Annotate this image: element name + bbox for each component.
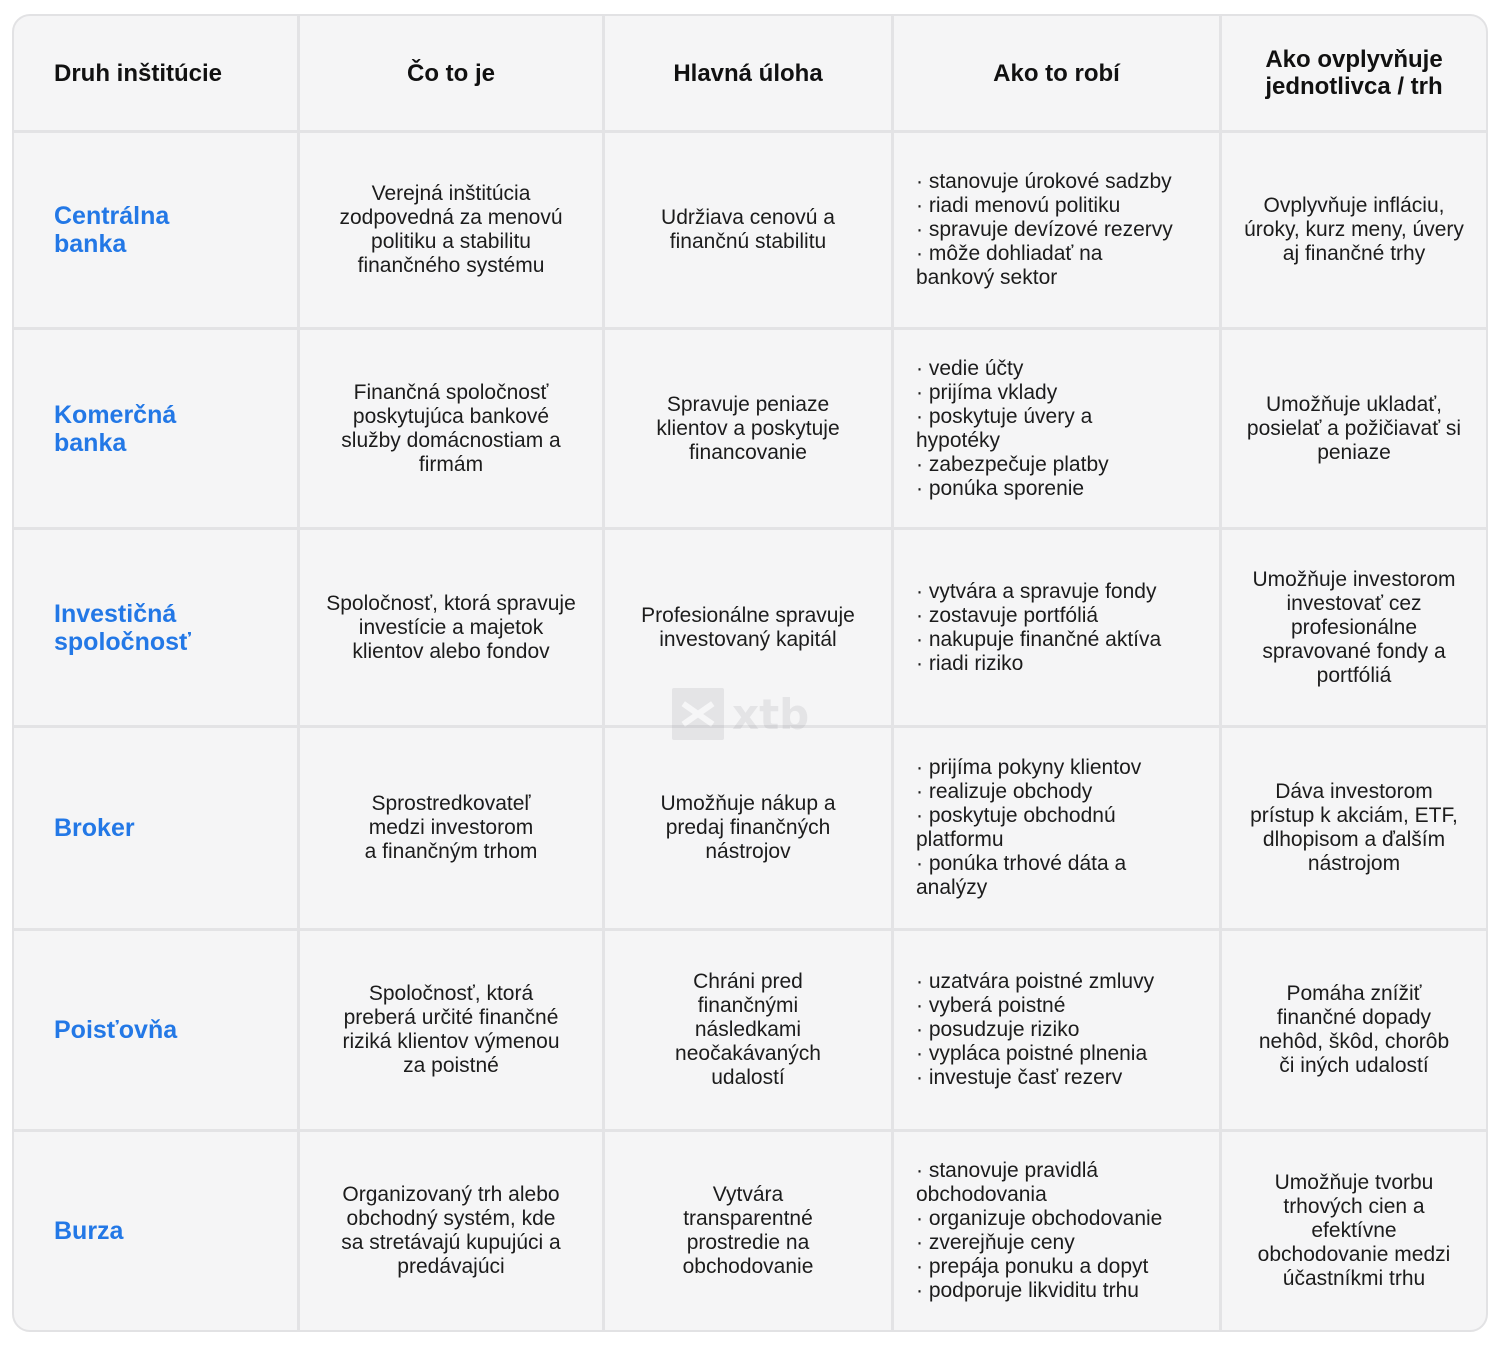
- activity-item: · poskytuje úvery a hypotéky: [916, 405, 1109, 453]
- description-cell: Spoločnosť, ktorá spravuje investície a majetok klientov alebo fondov: [300, 530, 605, 728]
- header-main-role: Hlavná úloha: [605, 16, 894, 133]
- impact-cell: Ovplyvňuje infláciu, úroky, kurz meny, úvery aj finančné trhy: [1222, 133, 1486, 330]
- main-role-cell: Profesionálne spravuje investovaný kapitál: [605, 530, 894, 728]
- activity-item: · stanovuje pravidlá obchodovania: [916, 1159, 1162, 1207]
- activity-item: · ponúka sporenie: [916, 477, 1109, 501]
- activities-list: [916, 970, 1154, 1090]
- comparison-table: [14, 16, 1486, 1330]
- institution-name: Investičná spoločnosť: [14, 530, 300, 728]
- activity-item: · prijíma pokyny klientov: [916, 756, 1141, 780]
- institution-name: Burza: [14, 1132, 300, 1330]
- main-role-cell: Chráni pred finančnými následkami neočakávaných udalostí: [605, 931, 894, 1132]
- main-role-cell: Umožňuje nákup a predaj finančných nástrojov: [605, 728, 894, 931]
- activities-cell: [894, 530, 1222, 728]
- description-cell: Finančná spoločnosť poskytujúca bankové služby domácnostiam a firmám: [300, 330, 605, 530]
- institution-name: Broker: [14, 728, 300, 931]
- activity-item: · zverejňuje ceny: [916, 1231, 1162, 1255]
- activity-item: · prepája ponuku a dopyt: [916, 1255, 1162, 1279]
- activity-item: · podporuje likviditu trhu: [916, 1279, 1162, 1303]
- description-cell: Organizovaný trh alebo obchodný systém, kde sa stretávajú kupujúci a predávajúci: [300, 1132, 605, 1330]
- header-impact: Ako ovplyvňuje jednotlivca / trh: [1222, 16, 1486, 133]
- institution-name: Poisťovňa: [14, 931, 300, 1132]
- activity-item: · riadi menovú politiku: [916, 194, 1173, 218]
- main-role-cell: Vytvára transparentné prostredie na obchodovanie: [605, 1132, 894, 1330]
- activities-cell: [894, 728, 1222, 931]
- description-cell: Sprostredkovateľ medzi investorom a finančným trhom: [300, 728, 605, 931]
- main-role-cell: Spravuje peniaze klientov a poskytuje financovanie: [605, 330, 894, 530]
- activity-item: · vypláca poistné plnenia: [916, 1042, 1154, 1066]
- impact-cell: Dáva investorom prístup k akciám, ETF, dlhopisom a ďalším nástrojom: [1222, 728, 1486, 931]
- activities-cell: [894, 1132, 1222, 1330]
- activities-cell: [894, 931, 1222, 1132]
- activity-item: · organizuje obchodovanie: [916, 1207, 1162, 1231]
- activities-cell: [894, 330, 1222, 530]
- activities-list: [916, 580, 1161, 676]
- activity-item: · spravuje devízové rezervy: [916, 218, 1173, 242]
- activity-item: · posudzuje riziko: [916, 1018, 1154, 1042]
- description-cell: Verejná inštitúcia zodpovedná za menovú politiku a stabilitu finančného systému: [300, 133, 605, 330]
- activities-list: [916, 1159, 1162, 1303]
- activity-item: · poskytuje obchodnú platformu: [916, 804, 1141, 852]
- activity-item: · zostavuje portfóliá: [916, 604, 1161, 628]
- impact-cell: Pomáha znížiť finančné dopady nehôd, škôd, chorôb či iných udalostí: [1222, 931, 1486, 1132]
- activity-item: · vedie účty: [916, 357, 1109, 381]
- activities-list: [916, 756, 1141, 900]
- activity-item: · investuje časť rezerv: [916, 1066, 1154, 1090]
- activities-cell: [894, 133, 1222, 330]
- header-what-it-is: Čo to je: [300, 16, 605, 133]
- activity-item: · zabezpečuje platby: [916, 453, 1109, 477]
- impact-cell: Umožňuje ukladať, posielať a požičiavať si peniaze: [1222, 330, 1486, 530]
- institution-name: Centrálna banka: [14, 133, 300, 330]
- activity-item: · nakupuje finančné aktíva: [916, 628, 1161, 652]
- impact-cell: Umožňuje investorom investovať cez profesionálne spravované fondy a portfóliá: [1222, 530, 1486, 728]
- header-institution-type: Druh inštitúcie: [14, 16, 300, 133]
- activity-item: · vytvára a spravuje fondy: [916, 580, 1161, 604]
- activities-list: [916, 357, 1109, 501]
- activity-item: · vyberá poistné: [916, 994, 1154, 1018]
- activity-item: · realizuje obchody: [916, 780, 1141, 804]
- main-role-cell: Udržiava cenovú a finančnú stabilitu: [605, 133, 894, 330]
- activities-list: [916, 170, 1173, 290]
- activity-item: · riadi riziko: [916, 652, 1161, 676]
- institution-name: Komerčná banka: [14, 330, 300, 530]
- activity-item: · môže dohliadať na bankový sektor: [916, 242, 1173, 290]
- impact-cell: Umožňuje tvorbu trhových cien a efektívne obchodovanie medzi účastníkmi trhu: [1257, 1171, 1451, 1290]
- activity-item: · ponúka trhové dáta a analýzy: [916, 852, 1141, 900]
- activity-item: · uzatvára poistné zmluvy: [916, 970, 1154, 994]
- header-how-it-works: Ako to robí: [894, 16, 1222, 133]
- activity-item: · prijíma vklady: [916, 381, 1109, 405]
- activity-item: · stanovuje úrokové sadzby: [916, 170, 1173, 194]
- comparison-table-frame: [12, 14, 1488, 1332]
- description-cell: Spoločnosť, ktorá preberá určité finančné riziká klientov výmenou za poistné: [300, 931, 605, 1132]
